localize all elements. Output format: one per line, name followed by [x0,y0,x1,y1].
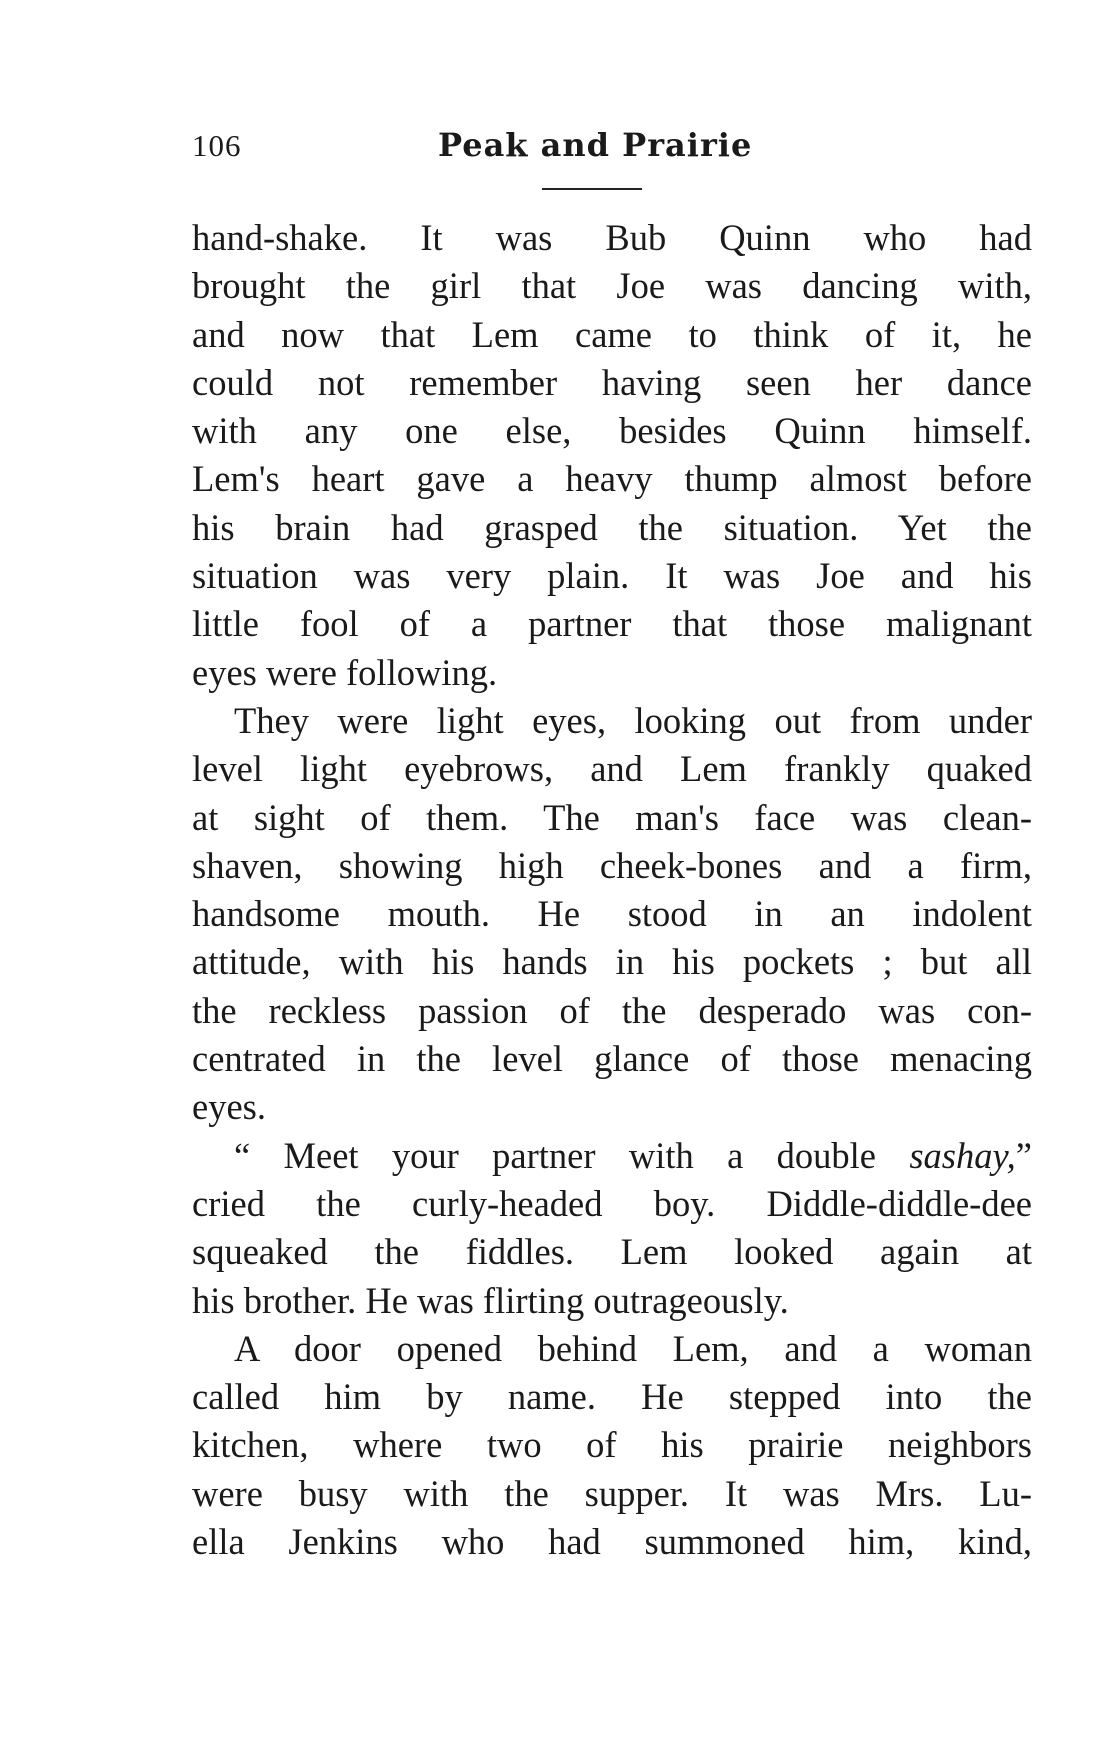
text-line: and now that Lem came to think of it, he [192,313,1032,355]
header-rule [542,188,642,190]
text-line: his brain had grasped the situation. Yet the [192,506,1032,548]
body-text [192,214,1032,1566]
text-line: ella Jenkins who had summoned him, kind, [192,1521,1032,1563]
text-line: called him by name. He stepped into the [192,1376,1032,1418]
text-line [192,1132,1032,1180]
text-line: little fool of a partner that those malignant [192,603,1032,645]
text-line: brought the girl that Joe was dancing with, [192,265,1032,307]
page-header [192,128,1032,178]
text-line: his brother. He was flirting outrageously. [192,1279,789,1321]
text-line: could not remember having seen her dance [192,361,1032,403]
text-line: shaven, showing high cheek-bones and a firm, [192,844,1032,886]
text-line: A door opened behind Lem, and a woman [234,1327,1032,1369]
text-line: were busy with the supper. It was Mrs. Lu- [192,1472,1032,1514]
text-line: level light eyebrows, and Lem frankly quaked [192,748,1032,790]
text-line: situation was very plain. It was Joe and his [192,555,1032,597]
italic-word: sashay, [909,1134,1016,1176]
text-line: They were light eyes, looking out from under [234,699,1032,741]
quote-text: “ Meet your partner with a double [234,1134,910,1176]
text-line: the reckless passion of the desperado was con- [192,989,1032,1031]
closing-quote: ” [1015,1134,1032,1176]
text-line: attitude, with his hands in his pockets ; but all [192,941,1032,983]
text-line: centrated in the level glance of those menacing [192,1038,1032,1080]
text-line: squeaked the fiddles. Lem looked again at [192,1231,1032,1273]
text-line: eyes. [192,1086,266,1128]
text-line: eyes were following. [192,651,498,693]
text-line: with any one else, besides Quinn himself. [192,410,1032,452]
text-line: cried the curly-headed boy. Diddle-diddle-dee [192,1182,1032,1224]
text-line: handsome mouth. He stood in an indolent [192,893,1032,935]
text-line: hand-shake. It was Bub Quinn who had [192,217,1032,258]
text-line: kitchen, where two of his prairie neighbors [192,1424,1032,1466]
text-line: at sight of them. The man's face was clean- [192,796,1032,838]
running-title: Peak and Prairie [438,126,753,164]
text-line: Lem's heart gave a heavy thump almost before [192,458,1032,500]
page-number: 106 [192,128,242,163]
